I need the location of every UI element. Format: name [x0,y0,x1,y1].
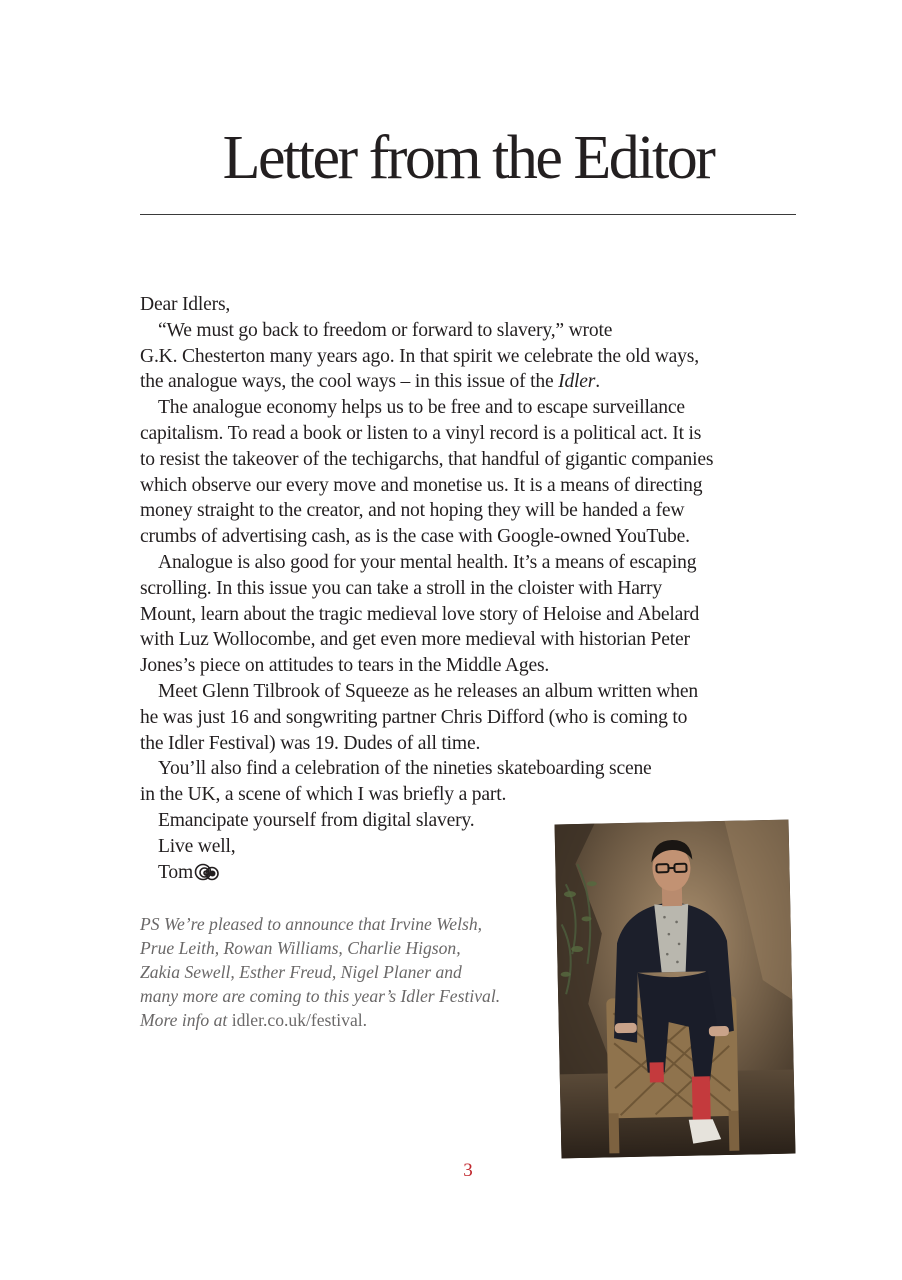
period: . [595,371,600,393]
letter-line: capitalism. To read a book or listen to a vinyl record is a political act. It is [140,422,702,444]
more-info-label: More info at [140,1010,232,1030]
letter-line: G.K. Chesterton many years ago. In that spirit we celebrate the old ways, [140,345,699,367]
spiral-icon [194,861,220,883]
postscript-line: many more are coming to this year’s Idler Festival. [140,986,501,1006]
letter-line: crumbs of advertising cash, as is the case with Google-owned YouTube. [140,526,690,548]
page-title: Letter from the Editor [222,124,714,192]
signature: Tom [158,861,194,883]
letter-line: Meet Glenn Tilbrook of Squeeze as he releases an album written when [158,680,698,702]
postscript-line: Zakia Sewell, Esther Freud, Nigel Planer and [140,962,462,982]
page-number: 3 [463,1160,473,1181]
letter-text: the analogue ways, the cool ways – in this issue of the [140,371,559,393]
editor-photo-illustration [555,820,796,1159]
letter-line: Mount, learn about the tragic medieval love story of Heloise and Abelard [140,603,700,625]
letter-line: in the UK, a scene of which I was briefly a part. [140,784,507,806]
letter-line-with-title [140,369,800,395]
postscript [140,912,540,1032]
postscript-line: PS We’re pleased to announce that Irvine Welsh, [140,914,483,934]
letter-line: he was just 16 and songwriting partner Chris Difford (who is coming to [140,706,688,728]
letter-line: The analogue economy helps us to be free and to escape surveillance [158,397,685,419]
letter-line: Jones’s piece on attitudes to tears in the Middle Ages. [140,655,550,677]
letter-line: scrolling. In this issue you can take a stroll in the cloister with Harry [140,577,662,599]
letter-line: which observe our every move and monetise us. It is a means of directing [140,474,703,496]
letter-line: money straight to the creator, and not hoping they will be handed a few [140,500,685,522]
sign-off: Live well, [158,835,236,857]
letter-line: Emancipate yourself from digital slavery. [158,809,475,831]
letter-line: “We must go back to freedom or forward to slavery,” wrote [158,319,613,341]
title-divider [140,214,796,215]
festival-url: idler.co.uk/festival. [231,1010,368,1030]
letter-line: the Idler Festival) was 19. Dudes of all time. [140,732,481,754]
editor-photo [555,820,796,1159]
postscript-line: Prue Leith, Rowan Williams, Charlie Higson, [140,938,461,958]
salutation: Dear Idlers, [140,294,231,315]
letter-line: You’ll also find a celebration of the nineties skateboarding scene [158,758,652,780]
letter-line: with Luz Wollocombe, and get even more medieval with historian Peter [140,629,690,651]
letter-body [140,292,800,885]
letter-line: Analogue is also good for your mental health. It’s a means of escaping [158,551,697,573]
magazine-name: Idler [558,371,596,393]
postscript-more-info [140,1008,540,1032]
letter-line: to resist the takeover of the techigarchs, that handful of gigantic companies [140,448,714,470]
